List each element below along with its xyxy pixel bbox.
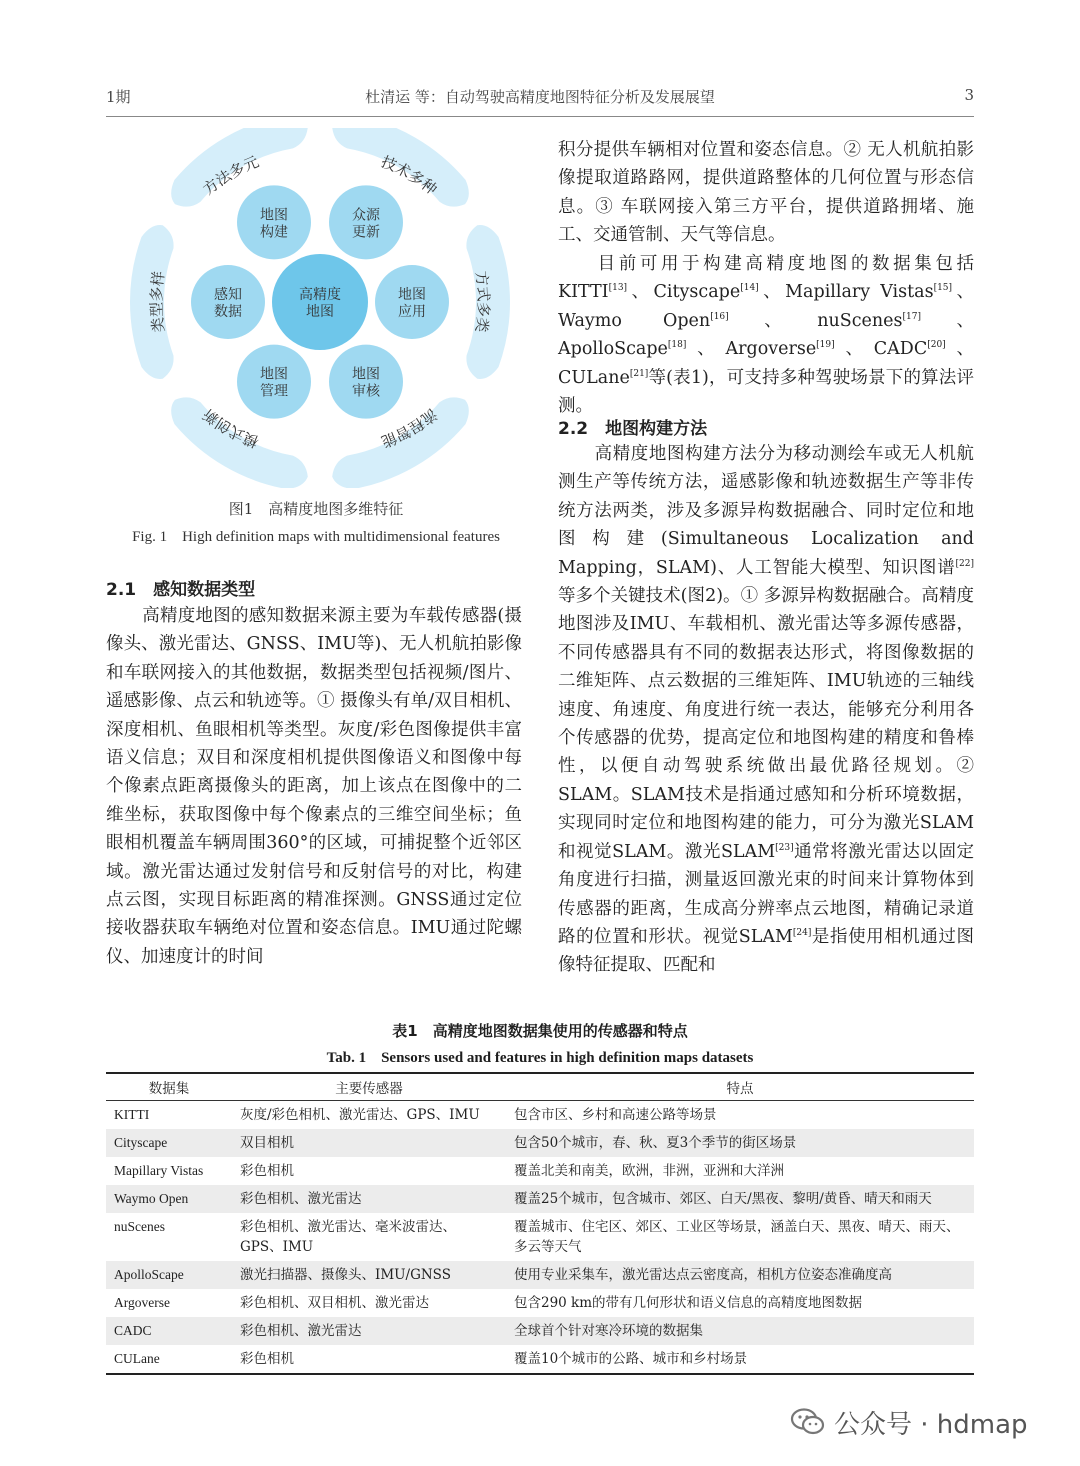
citation-24: [24] [792,928,812,939]
inner-label: 地图 [260,207,288,224]
page-number: 3 [964,86,974,104]
wechat-icon [790,1407,826,1437]
cell-features: 覆盖北美和南美，欧洲，非洲，亚洲和大洋洲 [514,1163,784,1179]
dataset-name: CADC [873,339,928,360]
inner-label: 感知 [214,287,242,303]
cell-sensors: 彩色相机、激光雷达、毫米波雷达、GPS、IMU [240,1219,456,1255]
dataset-citation: [18] [667,340,687,351]
inner-label: 构建 [260,224,288,241]
table-row [106,1157,974,1185]
dataset-separator: 、 [952,282,975,303]
cell-dataset: CULane [106,1345,232,1374]
outer-petal [466,225,510,379]
cell-dataset: ApolloScape [106,1261,232,1289]
dataset-name: ApolloScape [558,339,668,360]
section-2-2-body [558,440,974,980]
center-label: 地图 [306,304,334,320]
figure-1-caption-zh: 图1 高精度地图多维特征 [228,500,404,518]
dataset-separator: 、 [834,339,874,360]
outer-label: 技术多种 [378,152,441,199]
dataset-citation: [16] [710,311,729,322]
table-row [106,1101,974,1130]
figure-1-caption-en: Fig. 1 High definition maps with multidimensional features [132,529,500,545]
table-1-caption-en: Tab. 1 Sensors used and features in high definition maps datasets [326,1050,754,1066]
outer-label: 类型多样 [147,270,169,334]
cell-features: 使用专业采集车，激光雷达点云密度高，相机方位姿态准确度高 [506,1261,974,1289]
cell-features: 包含50个城市，春、秋、夏3个季节的街区场景 [506,1129,974,1157]
running-title: 杜清运 等：自动驾驶高精度地图特征分析及发展展望 [365,88,715,106]
table-1-caption-zh: 表1 高精度地图数据集使用的传感器和特点 [392,1022,688,1040]
cell-features: 全球首个针对寒冷环境的数据集 [506,1317,974,1345]
cell-features: 覆盖25个城市，包含城市、郊区、白天/黑夜、黎明/黄昏、晴天和雨天 [506,1185,974,1213]
inner-label: 众源 [352,207,380,224]
dataset-separator: 、 [686,339,726,360]
citation-23: [23] [775,842,794,853]
col-header-features: 特点 [506,1073,974,1101]
section-2-2-text-3: 通常将激光雷达以固定角度进行扫描，测量返回激光束的时间来计算物体到传感器的距离，生成高分辨率点云地图，精确记录道路的位置和形状。视觉SLAM [558,841,974,947]
cell-sensors: 激光扫描器、摄像头、IMU/GNSS [232,1261,506,1289]
watermark [790,1400,1060,1444]
cell-sensors: 灰度/彩色相机、激光雷达、GPS、IMU [240,1107,480,1123]
datasets-paragraph [558,250,974,420]
cell-sensors: 彩色相机、双目相机、激光雷达 [240,1295,429,1311]
dataset-separator: 、 [921,310,975,331]
dataset-name: Waymo Open [558,310,711,331]
cell-dataset: Argoverse [114,1295,170,1310]
dataset-separator: 、 [627,282,654,303]
section-2-1-body [106,602,522,971]
citation-22: [22] [955,558,974,569]
cell-sensors: 双目相机 [232,1129,506,1157]
page-header [106,86,974,112]
cell-dataset: nuScenes [114,1219,165,1234]
datasets-tail: 等(表1)，可支持多种驾驶场景下的算法评测。 [558,367,974,417]
cell-dataset: Waymo Open [106,1185,232,1213]
outer-label: 流程智能 [378,404,441,451]
datasets-lead: 目前可用于构建高精度地图的数据集包括 [594,254,974,274]
watermark-text: 公众号 · hdmap [834,1409,1028,1440]
cell-dataset: KITTI [114,1107,150,1122]
continued-paragraph: 积分提供车辆相对位置和姿态信息。② 无人机航拍影像提取道路路网，提供道路整体的几何位置与形态信息。③ 车联网接入第三方平台，提供道路拥堵、施工、交通管制、天气等信息。 [558,140,974,246]
cell-features: 覆盖城市、住宅区、郊区、工业区等场景，涵盖白天、黑夜、晴天、雨天、多云等天气 [514,1219,960,1255]
cell-features: 覆盖10个城市的公路、城市和乡村场景 [506,1345,974,1374]
cell-sensors: 彩色相机、激光雷达 [232,1185,506,1213]
table-row [106,1317,974,1345]
dataset-name: Mapillary Vistas [785,282,934,303]
dataset-name: Cityscape [653,282,741,303]
inner-label: 数据 [214,304,242,320]
dataset-citation: [21] [629,368,649,379]
cell-dataset: Cityscape [106,1129,232,1157]
outer-label: 模式创新 [199,404,262,451]
section-2-2-heading: 2.2 地图构建方法 [558,419,708,439]
table-row [106,1213,974,1261]
cell-dataset: Mapillary Vistas [114,1163,204,1178]
outer-label: 方法多元 [199,152,262,199]
dataset-name: KITTI [558,282,609,303]
col-header-sensors: 主要传感器 [232,1073,506,1101]
cell-dataset: CADC [106,1317,232,1345]
dataset-citation: [14] [740,283,759,294]
issue-number: 1期 [106,88,131,106]
dataset-citation: [19] [816,340,835,351]
table-row [106,1261,974,1289]
inner-label: 地图 [260,366,288,383]
table-row [106,1129,974,1157]
cell-sensors: 彩色相机 [240,1163,294,1179]
dataset-name: nuScenes [817,310,903,331]
section-2-2-text-4: 是指使用相机通过图像特征提取、匹配和 [558,926,974,976]
dataset-separator: 、 [758,282,786,303]
cell-sensors: 彩色相机、激光雷达 [232,1317,506,1345]
inner-label: 管理 [260,383,288,400]
outer-petal [130,225,174,379]
cell-features: 包含290 km的带有几何形状和语义信息的高精度地图数据 [514,1295,863,1311]
center-label: 高精度 [299,287,341,303]
inner-label: 更新 [352,224,380,241]
section-2-2-text-1: 高精度地图构建方法分为移动测绘车或无人机航测生产等传统方法，遥感影像和轨迹数据生产等非传统方法两类，涉及多源异构数据融合、同时定位和地图构建(Simultaneous Localization and Mapping，SLAM)、人工智能大模型、知识图谱 [558,444,974,578]
dataset-citation: [17] [902,311,921,322]
outer-label: 方式多类 [471,270,493,334]
table-row [106,1289,974,1317]
section-2-1-text: 高精度地图的感知数据来源主要为车载传感器(摄像头、激光雷达、GNSS、IMU等)、无人机航拍影像和车联网接入的其他数据，数据类型包括视频/图片、遥感影像、点云和轨迹等。① 摄像头有单/双目相机、深度相机、鱼眼相机等类型。灰度/彩色图像提供丰富语义信息；双目和深度相机提供图像语义和图像中每个像素点距离摄像头的距离，加上该点在图像中的二维坐标，获取图像中每个像素点的三维空间坐标；鱼眼相机覆盖车辆周围360°的区域，可捕捉整个近邻区域。激光雷达通过发射信号和反射信号的对比，构建点云图，实现目标距离的精准探测。GNSS通过定位接收器获取车辆绝对位置和姿态信息。IMU通过陀螺仪、加速度计的时间 [106,606,522,967]
inner-label: 地图 [352,366,380,383]
col-header-dataset: 数据集 [106,1073,232,1101]
table-row [106,1185,974,1213]
inner-label: 审核 [352,383,380,400]
dataset-separator: 、 [945,339,975,360]
cell-features: 包含市区、乡村和高速公路等场景 [514,1107,717,1123]
figure-1-diagram [110,128,530,488]
header-rule [106,116,974,117]
dataset-citation: [13] [608,283,628,294]
dataset-citation: [20] [927,340,946,351]
table-header-row [106,1073,974,1101]
dataset-name: CULane [558,367,630,388]
table-1 [106,1072,974,1375]
dataset-separator: 、 [728,310,818,331]
section-2-1-heading: 2.1 感知数据类型 [106,580,256,600]
cell-sensors: 彩色相机 [232,1345,506,1374]
dataset-citation: [15] [933,283,953,294]
dataset-name: Argoverse [725,339,817,360]
section-2-2-text-2: 等多个关键技术(图2)。① 多源异构数据融合。高精度地图涉及IMU、车载相机、激光雷达等多源传感器，不同传感器具有不同的数据表达形式，将图像数据的二维矩阵、点云数据的三维矩阵、IMU轨迹的三轴线速度、角速度、角度进行统一表达，能够充分利用各个传感器的优势，提高定位和地图构建的精度和鲁棒性，以便自动驾驶系统做出最优路径规划。② SLAM。SLAM技术是指通过感知和分析环境数据，实现同时定位和地图构建的能力，可分为激光SLAM和视觉SLAM。激光SLAM [558,586,974,862]
table-row [106,1345,974,1374]
inner-label: 应用 [398,304,426,320]
inner-label: 地图 [398,287,426,303]
